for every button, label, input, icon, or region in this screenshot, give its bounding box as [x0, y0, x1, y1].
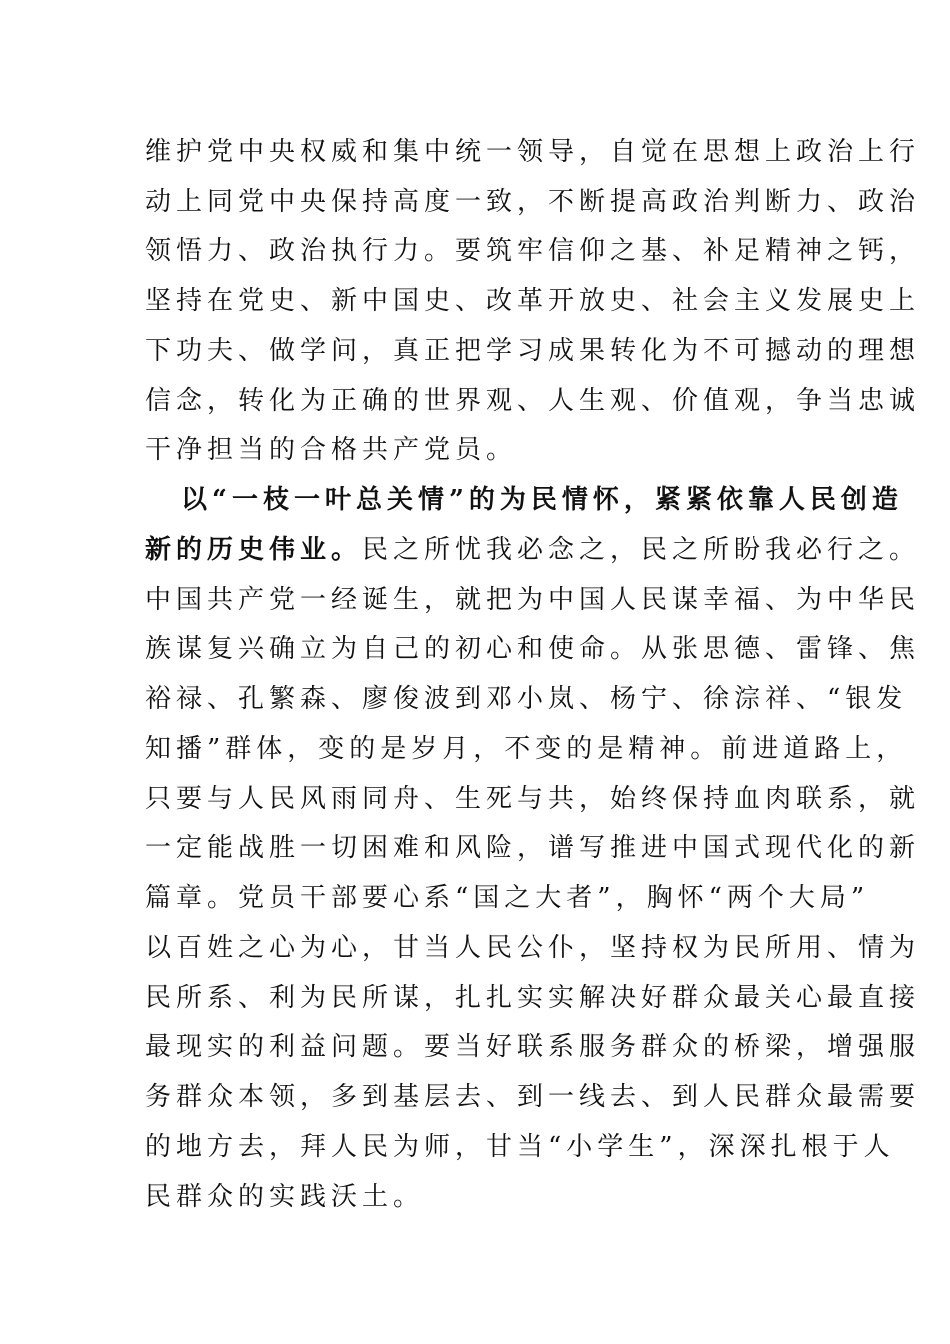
paragraph2-heading-end: 新的历史伟业。	[145, 535, 363, 565]
paragraph2-heading: 以“一枝一叶总关情”的为民情怀，紧紧依靠人民创造	[181, 485, 903, 515]
paragraph2-line: 中国共产党一经诞生，就把为中国人民谋幸福、为中华民	[145, 585, 921, 615]
paragraph1-line: 坚持在党史、新中国史、改革开放史、社会主义发展史上	[145, 286, 921, 316]
paragraph2-line	[145, 532, 920, 568]
paragraph1-line: 动上同党中央保持高度一致，不断提高政治判断力、政治	[145, 187, 921, 217]
paragraph2-line: 务群众本领，多到基层去、到一线去、到人民群众最需要	[145, 1082, 921, 1112]
paragraph2-line: 一定能战胜一切困难和风险，谱写推进中国式现代化的新	[145, 833, 921, 863]
paragraph1-line: 信念，转化为正确的世界观、人生观、价值观，争当忠诚	[145, 386, 921, 416]
paragraph2-line: 的地方去，拜人民为师，甘当“小学生”，深深扎根于人	[145, 1132, 895, 1162]
paragraph2-line: 民所系、利为民所谋，扎扎实实解决好群众最关心最直接	[145, 983, 921, 1013]
paragraph2-line: 知播”群体，变的是岁月，不变的是精神。前进道路上，	[145, 734, 908, 764]
paragraph2-line: 最现实的利益问题。要当好联系服务群众的桥梁，增强服	[145, 1032, 921, 1062]
paragraph2-line: 只要与人民风雨同舟、生死与共，始终保持血肉联系，就	[145, 784, 921, 814]
paragraph2-line: 族谋复兴确立为自己的初心和使命。从张思德、雷锋、焦	[145, 634, 921, 664]
paragraph2-line: 篇章。党员干部要心系“国之大者”，胸怀“两个大局”	[145, 883, 870, 913]
paragraph2-line: 民群众的实践沃土。	[145, 1182, 425, 1212]
paragraph1-line: 维护党中央权威和集中统一领导，自觉在思想上政治上行	[145, 137, 921, 167]
paragraph1-line: 下功夫、做学问，真正把学习成果转化为不可撼动的理想	[145, 336, 921, 366]
paragraph1-line: 干净担当的合格共产党员。	[145, 435, 518, 465]
paragraph2-line: 裕禄、孔繁森、廖俊波到邓小岚、杨宁、徐淙祥、“银发	[145, 684, 908, 714]
paragraph1-line: 领悟力、政治执行力。要筑牢信仰之基、补足精神之钙，	[145, 236, 921, 266]
paragraph2-line-rest: 民之所忧我必念之，民之所盼我必行之。	[362, 535, 921, 565]
paragraph2-line: 以百姓之心为心，甘当人民公仆，坚持权为民所用、情为	[145, 933, 921, 963]
